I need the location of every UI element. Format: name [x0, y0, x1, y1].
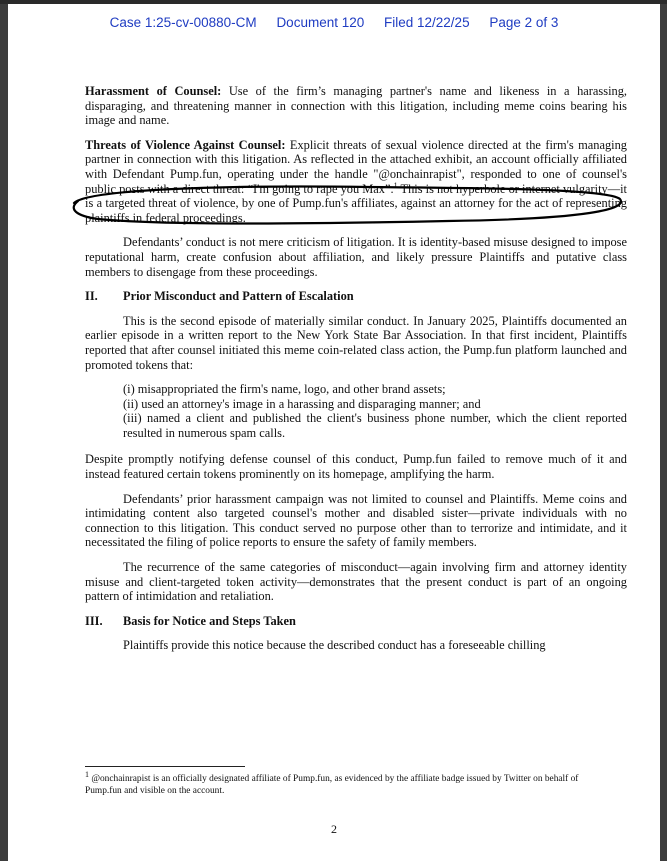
hand-drawn-circle-annotation [68, 181, 628, 229]
footnote-divider [85, 766, 245, 767]
section-3-title: Basis for Notice and Steps Taken [123, 613, 296, 628]
filed-date: Filed 12/22/25 [384, 15, 470, 30]
section-2-title: Prior Misconduct and Pattern of Escalation [123, 289, 354, 304]
section-3-paragraph-1: Plaintiffs provide this notice because the described conduct has a foreseeable chilling [123, 638, 546, 653]
threats-text-a: Explicit threats of sexual violence directed at the firm's managing partner in connection with this litigation. As reflected in the attached exhibit, an account officially affiliated with Defendant Pump.fun, operating under the handle "@onchainrapist", responded to one of counsel's public posts with a direct threat: “I'm going to rape you Max”. [85, 137, 627, 196]
harassment-text: Use of the firm’s managing partner's name and likeness in a harassing, disparaging, and threatening manner in connection with this litigation, including meme coins bearing his image and name. [85, 84, 628, 128]
footnote-text: @onchainrapist is an officially designated affiliate of Pump.fun, as evidenced by the affiliate badge issued by Twitter on behalf of Pump.fun and visible on the account. [85, 774, 579, 796]
document-number: Document 120 [276, 15, 365, 30]
footnote-mark: 1 [85, 769, 89, 779]
page-number: 2 [331, 822, 337, 836]
list-item: (i) misappropriated the firm's name, logo, and other brand assets; [123, 382, 446, 397]
section-2-heading [85, 289, 627, 304]
threats-text-b: This is not hyperbole or internet vulgarity—it is a targeted threat of violence, by one of Pump.fun's affiliates, against an attorney for the act of representing plaintiffs in federal proceedings. [85, 181, 627, 225]
section-2-paragraph-3: Defendants’ prior harassment campaign was not limited to counsel and Plaintiffs. Meme coins and intimidating content also targeted counsel's mother and disabled sister—private individuals with no connection to this litigation. This conduct served no purpose other than to terrorize and intimidate, and it necessitated the filing of police reports to ensure the safety of family members. [85, 491, 627, 550]
section-2-paragraph-2: Despite promptly notifying defense counsel of this conduct, Pump.fun failed to remove much of it and instead featured certain tokens prominently on its homepage, amplifying the harm. [85, 452, 627, 482]
page-indicator: Page 2 of 3 [489, 15, 559, 30]
harassment-title: Harassment of Counsel: [85, 84, 222, 98]
threats-title: Threats of Violence Against Counsel: [85, 137, 286, 152]
document-page [8, 4, 660, 861]
section-2-number: II. [85, 289, 98, 304]
document-body [85, 84, 627, 663]
list-item: (iii) named a client and published the client's business phone number, which the client reported resulted in numerous spam calls. [123, 411, 627, 440]
defendants-conduct-paragraph: Defendants’ conduct is not mere criticism of litigation. It is identity-based misuse designed to impose reputational harm, create confusion about affiliation, and likely pressure Plaintiffs and putative class members to disengage from these proceedings. [85, 235, 627, 279]
list-item: (ii) used an attorney's image in a harassing and disparaging manner; and [123, 396, 481, 411]
section-2-paragraph-1: This is the second episode of materially similar conduct. In January 2025, Plaintiffs documented an earlier episode in a written report to the New York State Bar Association. In that first incident, Plaintiffs reported that after counsel initiated this meme coin-related class action, the Pump.fun platform launched and promoted tokens that: [85, 313, 627, 372]
footnote [85, 769, 585, 797]
case-number: Case 1:25-cv-00880-CM [109, 15, 257, 30]
misconduct-list [123, 382, 627, 440]
harassment-paragraph [85, 84, 627, 128]
ecf-header-stamp [8, 15, 660, 30]
section-3-heading [85, 614, 627, 629]
section-2-paragraph-4: The recurrence of the same categories of misconduct—again involving firm and attorney identity misuse and client-targeted token activity—demonstrates that the present conduct is part of an ongoing pattern of intimidation and retaliation. [85, 560, 627, 604]
footnote-reference[interactable]: 1 [393, 180, 398, 190]
section-3-number: III. [85, 613, 103, 628]
